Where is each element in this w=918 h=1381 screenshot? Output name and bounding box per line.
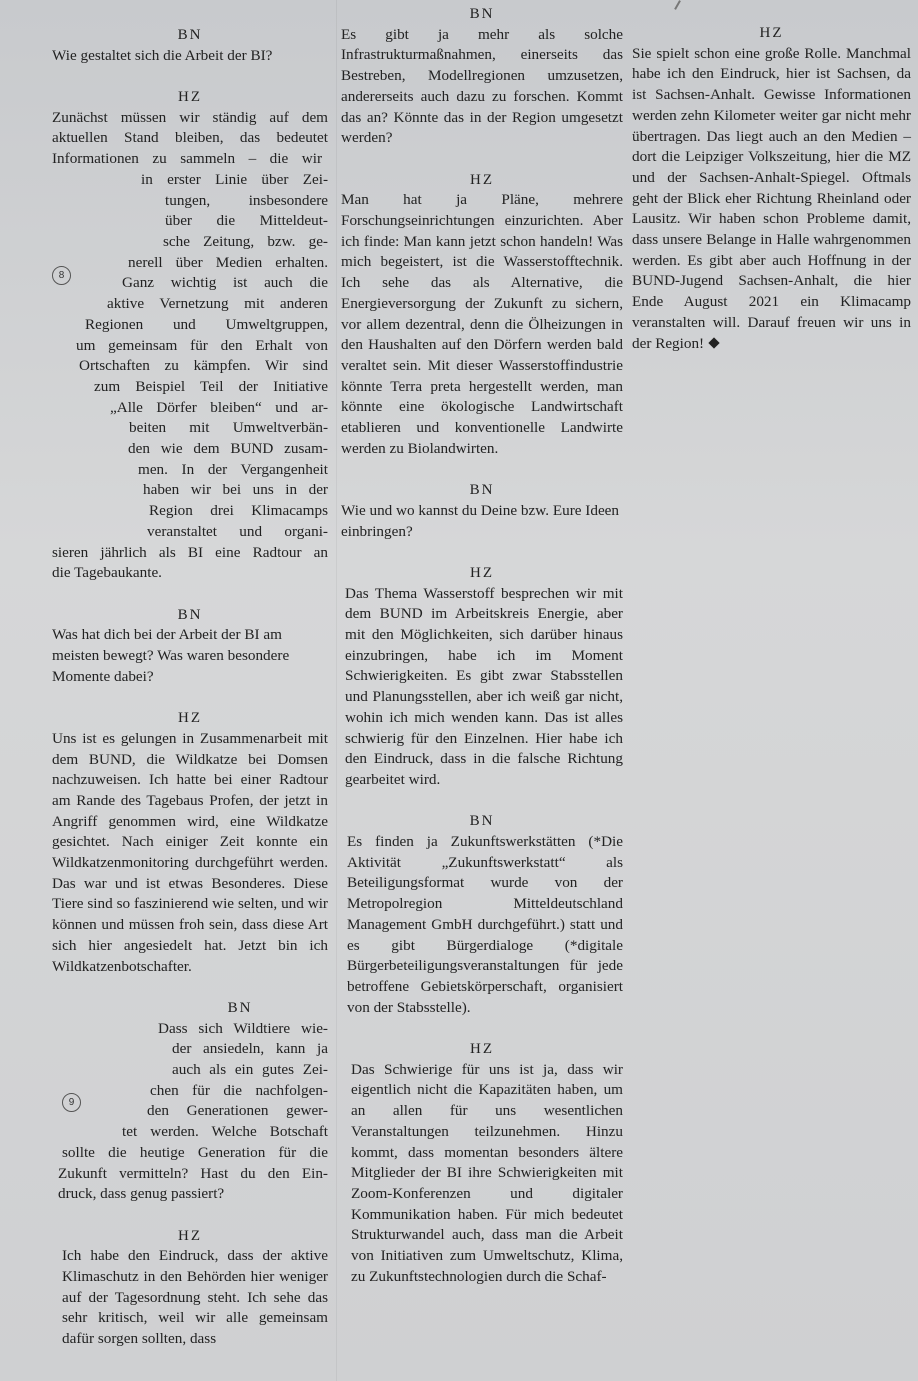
end-mark-icon (708, 337, 719, 348)
wrap-around-area (52, 1019, 328, 1143)
answer-text: Ich habe den Eindruck, dass der aktive Klimaschutz in den Behörden hier weniger auf der Tagesordnung steht. Ich sehe das sehr kritisch, weil wir alle gemeinsam dafür sorgen sollten, dass (62, 1247, 328, 1348)
shaped-line: haben wir bei uns in der (143, 481, 328, 499)
speaker-hz: HZ (759, 25, 784, 41)
speaker-bn: BN (469, 6, 495, 22)
speaker-hz: HZ (470, 564, 494, 581)
shaped-line: chen für die nachfolgen- (150, 1081, 328, 1099)
shaped-line: der ansiedeln, kann ja (172, 1040, 328, 1058)
shaped-line: um gemeinsam für den Erhalt von (76, 336, 328, 354)
answer-block-shaped (52, 108, 328, 584)
shaped-line: den wie dem BUND zusam- (128, 440, 328, 458)
question-line: Zukunft vermitteln? Hast du den Ein- (58, 1164, 328, 1182)
speaker-bn: BN (469, 482, 495, 499)
question-text: Es finden ja Zukunftswerkstätten (*Die Aktivität „Zukunftswerkstatt“ als Beteiligungsformat wurde von der Metropolregion Mitteldeutschland Management GmbH durchgeführt.) statt und es gibt Bürgerdialoge (*digitale Bürgerbeteiligungsveranstaltungen für jede betroffene Gebietskörperschaft, organisiert von der Stabsstelle). (347, 832, 623, 1016)
speaker-bn: BN (177, 606, 203, 623)
speaker-hz: HZ (178, 710, 202, 727)
shaped-line: Ganz wichtig ist auch die (122, 274, 328, 292)
answer-text: Das Schwierige für uns ist ja, dass wir eigentlich nicht die Kapazitäten haben, um an allen für uns wesentlichen Veranstaltungen teilzunehmen. Hinzu kommt, dass momentan besonders ältere Mitglieder der BI ihre Schwierigkeiten mit Zoom-Konferenzen und digitaler Kommunikation haben. Für mich bedeutet Strukturwandel auch, dass man die Arbeit von Initiativen zum Umweltschutz, Klima, zu Zukunftstechnologien durch die Schaf- (351, 1060, 623, 1285)
column-middle (341, 4, 623, 1287)
column-fold-shadow (336, 0, 337, 1381)
speaker-bn: BN (177, 27, 203, 43)
answer-text (632, 44, 911, 355)
speaker-hz: HZ (470, 171, 494, 188)
column-left (52, 25, 328, 1350)
speaker-bn: BN (227, 999, 253, 1016)
answer-line: sieren jährlich als BI eine Radtour an (52, 543, 328, 561)
shaped-line: Ortschaften zu kämpfen. Wir sind (79, 357, 328, 375)
answer-text: Man hat ja Pläne, mehrere Forschungseinrichtungen einzurichten. Aber ich finde: Man kann jetzt schon handeln! Was mich begeistert, ist die Wasserstofftechnik. Ich sehe das als Alternative, die Energieversorgung der Zukunft zu sichern, vor allem dezentral, denn die Ölheizungen in den Haushalten auf den Dörfern werden bald veraltet sein. Mit dieser Wasserstoffindustrie könnte Terra preta hergestellt werden, man könnte eine ökologische Landwirtschaft etablieren und konventionelle Landwirte werden zu Biolandwirten. (341, 191, 623, 457)
circled-number-9: 9 (62, 1093, 81, 1112)
shaped-line: „Alle Dörfer bleiben“ und ar- (110, 398, 328, 416)
shaped-line: nerell über Medien erhalten. (128, 253, 328, 271)
shaped-line: tet werden. Welche Botschaft (122, 1123, 328, 1141)
speaker-hz: HZ (470, 1041, 494, 1057)
shaped-line: veranstaltet und organi- (147, 522, 328, 540)
shaped-line: auch als ein gutes Zei- (172, 1061, 328, 1079)
shaped-line: Regionen und Umweltgruppen, (85, 315, 328, 333)
shaped-line: tungen, insbesondere (165, 191, 328, 209)
question-text: Wie gestaltet sich die Arbeit der BI? (52, 46, 273, 64)
shaped-line: zum Beispiel Teil der Initiative (94, 377, 328, 395)
circled-number-8: 8 (52, 266, 71, 285)
shaped-line: beiten mit Umweltverbän- (129, 419, 328, 437)
answer-line: die Tagebaukante. (52, 564, 162, 582)
answer-text: Uns ist es gelungen in Zusammenarbeit mit dem BUND, die Wildkatze bei Domsen nachzuweisen. Ich hatte bei einer Radtour am Rande des Tagebaus Profen, der jetzt in Angriff genommen wird, eine Wildkatze gesichtet. Nach einiger Zeit konnte ein Wildkatzenmonitoring durchgeführt werden. Das war und ist etwas Besonderes. Diese Tiere sind so faszinierend wie selten, und wir können und müssen froh sein, dass diese Art sich hier angesiedelt hat. Jetzt bin ich Wildkatzenbotschafter. (52, 729, 328, 975)
pen-mark (674, 0, 688, 14)
question-text: Was hat dich bei der Arbeit der BI am meisten bewegt? Was waren besondere Momente dabei? (52, 626, 290, 685)
answer-line: Zunächst müssen wir ständig auf dem (52, 108, 328, 126)
column-right (632, 23, 911, 354)
answer-text: Das Thema Wasserstoff besprechen wir mit dem BUND im Arbeitskreis Energie, aber mit den Möglichkeiten, sich darüber hinaus einzubringen, habe ich im Moment Schwierigkeiten. Es gibt zwar Stabsstellen und Planungsstellen, aber ich weiß gar nicht, wohin ich mich wenden kann. Das ist alles schwierig für den Einzelnen. Hier habe ich den Eindruck, dass in die falsche Richtung gearbeitet wird. (345, 584, 623, 788)
shaped-line: den Generationen gewer- (147, 1102, 328, 1120)
shaped-line: men. In der Vergangenheit (138, 460, 328, 478)
shaped-line: in erster Linie über Zei- (141, 170, 328, 188)
shaped-line: über die Mitteldeut- (165, 212, 328, 230)
question-text: Es gibt ja mehr als solche Infrastrukturmaßnahmen, einerseits das Bestreben, Modellregionen umzusetzen, andererseits auch dazu zu forschen. Kommt das an? Könnte das in der Region umgesetzt werden? (341, 25, 623, 147)
question-line: druck, dass genug passiert? (58, 1185, 225, 1203)
wrap-around-area (52, 170, 328, 543)
shaped-line: sche Zeitung, bzw. ge- (163, 232, 328, 250)
shaped-line: aktive Vernetzung mit anderen (107, 295, 328, 313)
answer-body: Sie spielt schon eine große Rolle. Manchmal habe ich den Eindruck, hier ist Sachsen, da ist Sachsen-Anhalt. Gewisse Informationen werden zehn Kilometer weiter gar nicht mehr übertragen. Das liegt auch an den Medien – dort die Leipziger Volkszeitung, hier die MZ und der Sachsen-Anhalt-Spiegel. Oftmals geht der Blick eher Richtung Rheinland oder Lausitz. Wir haben schon Probleme damit, dass unsere Belange in Halle wahrgenommen werden. Es gibt aber auch Hoffnung in der BUND-Jugend Sachsen-Anhalt, die hier Ende August 2021 ein Klimacamp veranstalten will. Darauf freuen wir uns in der Region! (632, 44, 911, 352)
answer-line: aktuellen Stand bleiben, das bedeutet (52, 129, 328, 147)
question-text: Wie und wo kannst du Deine bzw. Eure Ideen einbringen? (341, 501, 620, 540)
speaker-bn: BN (469, 813, 495, 830)
question-line: sollte die heutige Generation für die (62, 1143, 328, 1161)
answer-line: Informationen zu sammeln – die wir (52, 150, 322, 168)
shaped-line: Region drei Klimacamps (149, 502, 328, 520)
shaped-line: Dass sich Wildtiere wie- (158, 1019, 328, 1037)
speaker-hz: HZ (178, 1227, 202, 1244)
speaker-hz: HZ (178, 89, 202, 106)
